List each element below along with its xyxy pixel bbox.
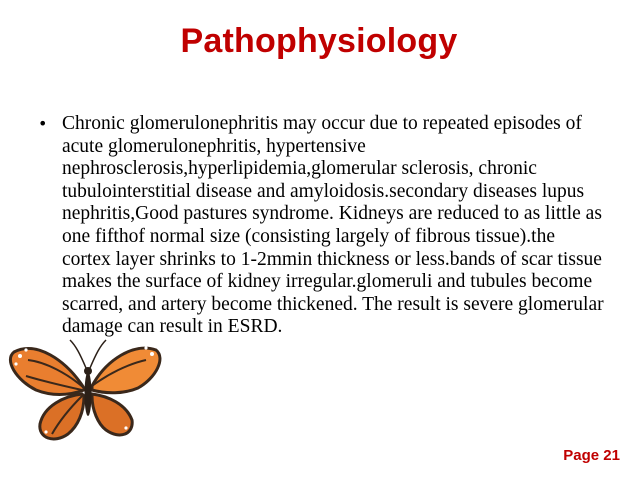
page-number: Page 21 <box>563 447 620 464</box>
bullet-marker: • <box>38 114 48 133</box>
slide-title: Pathophysiology <box>180 22 458 60</box>
bullet-item <box>38 113 608 339</box>
bullet-list <box>38 113 608 339</box>
monarch-butterfly-icon <box>6 330 166 460</box>
bullet-text: Chronic glomerulonephritis may occur due to repeated episodes of acute glomerulonephritis, hypertensive nephrosclerosis,hyperlipidemia,glomerular sclerosis, chronic tubulointerstitial disease and amyloidosis.secondary diseases lupus nephritis,Good pastures syndrome. Kidneys are reduced to as little as one fifthof normal size (consisting largely of fibrous tissue).the cortex layer shrinks to 1-2mmin thickness or less.bands of scar tissue makes the surface of kidney irregular.glomeruli and tubules become scarred, and artery become thickened. The result is severe glomerular damage can result in ESRD. <box>62 113 604 338</box>
